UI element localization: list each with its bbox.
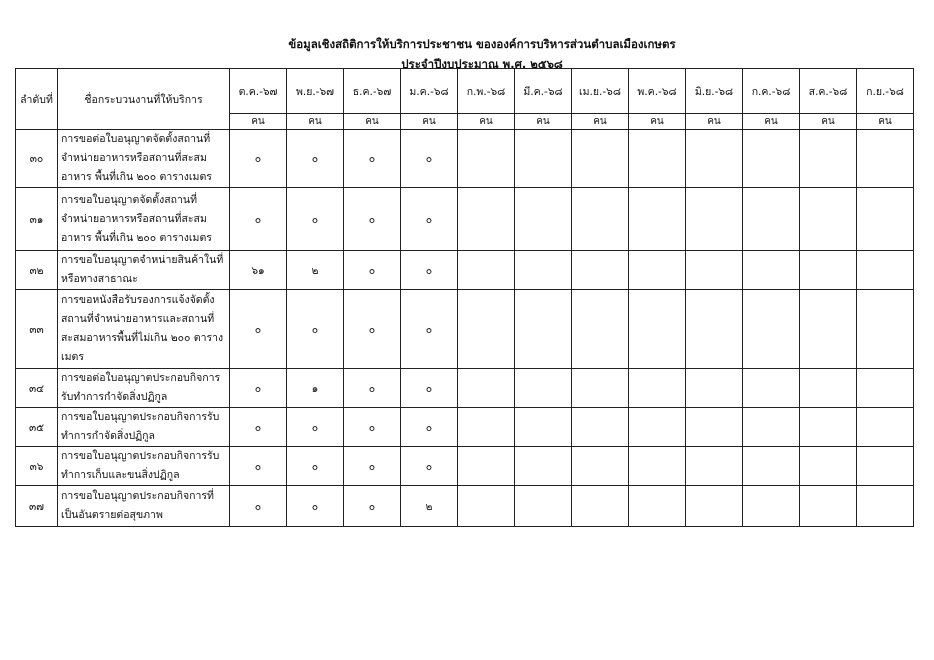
month-value-cell bbox=[800, 369, 857, 408]
month-value-cell bbox=[800, 251, 857, 290]
month-value-cell bbox=[629, 188, 686, 251]
process-name: การขอใบอนุญาตจัดตั้งสถานที่จำหน่ายอาหารหรือสถานที่สะสมอาหาร พื้นที่เกิน ๒๐๐ ตารางเมตร bbox=[58, 188, 230, 251]
table-row bbox=[16, 130, 914, 188]
process-name: การขอใบอนุญาตประกอบกิจการที่เป็นอันตรายต่อสุขภาพ bbox=[58, 486, 230, 527]
month-value-cell bbox=[800, 290, 857, 369]
month-value-cell: ๐ bbox=[230, 369, 287, 408]
unit-label: คน bbox=[857, 114, 914, 130]
month-value-cell bbox=[686, 369, 743, 408]
month-value-cell: ๒ bbox=[287, 251, 344, 290]
month-value-cell bbox=[629, 130, 686, 188]
unit-label: คน bbox=[401, 114, 458, 130]
header-month: ก.ค.-๖๘ bbox=[743, 69, 800, 114]
month-value-cell: ๐ bbox=[230, 447, 287, 486]
month-value-cell bbox=[572, 130, 629, 188]
month-value-cell: ๐ bbox=[344, 188, 401, 251]
statistics-table bbox=[15, 68, 914, 527]
unit-label: คน bbox=[629, 114, 686, 130]
month-value-cell bbox=[686, 447, 743, 486]
month-value-cell: ๐ bbox=[287, 408, 344, 447]
month-value-cell bbox=[629, 251, 686, 290]
month-value-cell bbox=[629, 290, 686, 369]
month-value-cell: ๐ bbox=[401, 408, 458, 447]
header-process: ชื่อกระบวนงานที่ให้บริการ bbox=[58, 69, 230, 130]
month-value-cell bbox=[743, 369, 800, 408]
month-value-cell: ๐ bbox=[344, 290, 401, 369]
header-no: ลำดับที่ bbox=[16, 69, 58, 130]
month-value-cell bbox=[458, 369, 515, 408]
month-value-cell bbox=[458, 408, 515, 447]
month-value-cell bbox=[458, 188, 515, 251]
month-value-cell: ๐ bbox=[401, 130, 458, 188]
month-value-cell bbox=[572, 290, 629, 369]
month-value-cell: ๐ bbox=[401, 290, 458, 369]
table-row bbox=[16, 408, 914, 447]
month-value-cell bbox=[857, 486, 914, 527]
month-value-cell bbox=[857, 408, 914, 447]
month-value-cell: ๐ bbox=[287, 130, 344, 188]
month-value-cell: ๐ bbox=[230, 486, 287, 527]
month-value-cell bbox=[686, 188, 743, 251]
unit-label: คน bbox=[287, 114, 344, 130]
month-value-cell bbox=[458, 251, 515, 290]
month-value-cell: ๐ bbox=[230, 408, 287, 447]
month-value-cell bbox=[458, 290, 515, 369]
month-value-cell bbox=[458, 486, 515, 527]
month-value-cell: ๐ bbox=[287, 486, 344, 527]
header-month: ม.ค.-๖๘ bbox=[401, 69, 458, 114]
unit-label: คน bbox=[572, 114, 629, 130]
month-value-cell bbox=[743, 486, 800, 527]
month-value-cell: ๐ bbox=[230, 188, 287, 251]
header-month: เม.ย.-๖๘ bbox=[572, 69, 629, 114]
month-value-cell bbox=[743, 188, 800, 251]
month-value-cell: ๐ bbox=[287, 290, 344, 369]
header-month: ส.ค.-๖๘ bbox=[800, 69, 857, 114]
month-value-cell: ๑ bbox=[287, 369, 344, 408]
month-value-cell bbox=[686, 251, 743, 290]
table-row bbox=[16, 251, 914, 290]
month-value-cell: ๐ bbox=[230, 130, 287, 188]
unit-label: คน bbox=[686, 114, 743, 130]
header-month: ก.ย.-๖๘ bbox=[857, 69, 914, 114]
month-value-cell bbox=[572, 486, 629, 527]
month-value-cell bbox=[686, 408, 743, 447]
row-number: ๓๓ bbox=[16, 290, 58, 369]
month-value-cell bbox=[800, 130, 857, 188]
month-value-cell bbox=[515, 188, 572, 251]
month-value-cell bbox=[458, 130, 515, 188]
process-name: การขอหนังสือรับรองการแจ้งจัดตั้งสถานที่จำหน่ายอาหารและสถานที่สะสมอาหารพื้นที่ไม่เกิน ๒๐๐ ตารางเมตร bbox=[58, 290, 230, 369]
document-subtitle: ประจำปีงบประมาณ พ.ศ. ๒๕๖๘ bbox=[401, 57, 563, 71]
month-value-cell: ๐ bbox=[401, 251, 458, 290]
unit-label: คน bbox=[743, 114, 800, 130]
header-month: มี.ค.-๖๘ bbox=[515, 69, 572, 114]
month-value-cell bbox=[857, 130, 914, 188]
month-value-cell: ๐ bbox=[344, 486, 401, 527]
month-value-cell bbox=[743, 130, 800, 188]
month-value-cell bbox=[515, 290, 572, 369]
month-value-cell bbox=[629, 369, 686, 408]
row-number: ๓๗ bbox=[16, 486, 58, 527]
process-name: การขอใบอนุญาตประกอบกิจการรับทำการเก็บและขนสิ่งปฏิกูล bbox=[58, 447, 230, 486]
header-month: ก.พ.-๖๘ bbox=[458, 69, 515, 114]
row-number: ๓๖ bbox=[16, 447, 58, 486]
header-month: พ.ย.-๖๗ bbox=[287, 69, 344, 114]
month-value-cell bbox=[857, 447, 914, 486]
month-value-cell: ๐ bbox=[401, 447, 458, 486]
month-value-cell bbox=[458, 447, 515, 486]
row-number: ๓๔ bbox=[16, 369, 58, 408]
document-title: ข้อมูลเชิงสถิติการให้บริการประชาชน ขององค์การบริหารส่วนตำบลเมืองเกษตร bbox=[288, 37, 676, 51]
month-value-cell bbox=[857, 369, 914, 408]
month-value-cell bbox=[800, 486, 857, 527]
month-value-cell bbox=[629, 447, 686, 486]
month-value-cell: ๐ bbox=[287, 447, 344, 486]
month-value-cell bbox=[686, 290, 743, 369]
month-value-cell bbox=[743, 408, 800, 447]
row-number: ๓๕ bbox=[16, 408, 58, 447]
header-month: ธ.ค.-๖๗ bbox=[344, 69, 401, 114]
month-value-cell bbox=[572, 188, 629, 251]
month-value-cell bbox=[572, 408, 629, 447]
month-value-cell bbox=[515, 408, 572, 447]
month-value-cell bbox=[515, 369, 572, 408]
month-value-cell bbox=[629, 486, 686, 527]
unit-label: คน bbox=[800, 114, 857, 130]
month-value-cell: ๐ bbox=[344, 130, 401, 188]
month-value-cell bbox=[515, 130, 572, 188]
month-value-cell bbox=[515, 251, 572, 290]
row-number: ๓๐ bbox=[16, 130, 58, 188]
month-value-cell: ๐ bbox=[401, 369, 458, 408]
table-body bbox=[16, 130, 914, 527]
month-value-cell bbox=[857, 251, 914, 290]
table-row bbox=[16, 369, 914, 408]
month-value-cell: ๒ bbox=[401, 486, 458, 527]
month-value-cell: ๐ bbox=[344, 408, 401, 447]
month-value-cell: ๐ bbox=[287, 188, 344, 251]
month-value-cell: ๐ bbox=[344, 369, 401, 408]
unit-label: คน bbox=[230, 114, 287, 130]
month-value-cell: ๐ bbox=[230, 290, 287, 369]
month-value-cell: ๐ bbox=[344, 447, 401, 486]
month-value-cell bbox=[686, 486, 743, 527]
unit-label: คน bbox=[344, 114, 401, 130]
month-value-cell bbox=[686, 130, 743, 188]
month-value-cell bbox=[800, 447, 857, 486]
row-number: ๓๑ bbox=[16, 188, 58, 251]
process-name: การขอต่อใบอนุญาตประกอบกิจการรับทำการกำจัดสิ่งปฏิกูล bbox=[58, 369, 230, 408]
month-value-cell bbox=[743, 251, 800, 290]
unit-label: คน bbox=[458, 114, 515, 130]
table-row bbox=[16, 188, 914, 251]
month-value-cell bbox=[857, 188, 914, 251]
month-value-cell bbox=[515, 486, 572, 527]
month-value-cell: ๐ bbox=[344, 251, 401, 290]
month-value-cell: ๐ bbox=[401, 188, 458, 251]
row-number: ๓๒ bbox=[16, 251, 58, 290]
table-row bbox=[16, 447, 914, 486]
month-value-cell bbox=[572, 251, 629, 290]
month-value-cell bbox=[572, 369, 629, 408]
process-name: การขอต่อใบอนุญาตจัดตั้งสถานที่จำหน่ายอาหารหรือสถานที่สะสมอาหาร พื้นที่เกิน ๒๐๐ ตารางเมตร bbox=[58, 130, 230, 188]
month-value-cell: ๖๑ bbox=[230, 251, 287, 290]
month-value-cell bbox=[743, 290, 800, 369]
month-value-cell bbox=[800, 188, 857, 251]
table-header-row bbox=[16, 69, 914, 114]
month-value-cell bbox=[857, 290, 914, 369]
month-value-cell bbox=[743, 447, 800, 486]
header-month: พ.ค.-๖๘ bbox=[629, 69, 686, 114]
table-row bbox=[16, 290, 914, 369]
month-value-cell bbox=[800, 408, 857, 447]
process-name: การขอใบอนุญาตจำหน่ายสินค้าในที่หรือทางสาธาณะ bbox=[58, 251, 230, 290]
month-value-cell bbox=[515, 447, 572, 486]
month-value-cell bbox=[629, 408, 686, 447]
process-name: การขอใบอนุญาตประกอบกิจการรับทำการกำจัดสิ่งปฏิกูล bbox=[58, 408, 230, 447]
header-month: ต.ค.-๖๗ bbox=[230, 69, 287, 114]
table-row bbox=[16, 486, 914, 527]
header-month: มิ.ย.-๖๘ bbox=[686, 69, 743, 114]
month-value-cell bbox=[572, 447, 629, 486]
unit-label: คน bbox=[515, 114, 572, 130]
